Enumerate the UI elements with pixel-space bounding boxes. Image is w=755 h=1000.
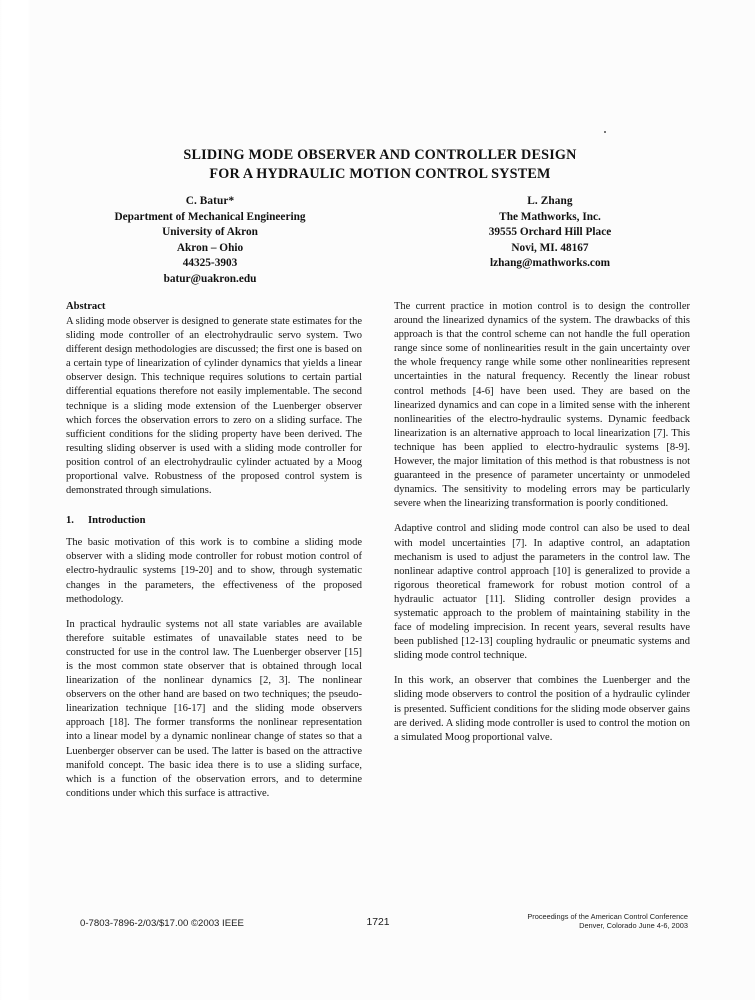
abstract-text: A sliding mode observer is designed to generate state estimates for the sliding mode controller of an electrohydraulic servo system. Two different design methodologies are discussed; the first one is based on a certain type of linearization of cylinder dynamics that yields a linear observer design. This technique requires solutions to certain partial differential equations therefore not easily implementable. The second technique is a sliding mode extension of the Luenberger observer which forces the observation errors to zero on a sliding surface. The sufficient conditions for the sliding property have been derived. The resulting sliding observer is used with a sliding mode controller for position control of an electrohydraulic cylinder actuated by a Moog proportional valve. Robustness of the proposed control system is demonstrated through simulations. bbox=[66, 316, 362, 497]
section-title: Introduction bbox=[88, 515, 146, 527]
author-first bbox=[60, 194, 360, 287]
title-line-2: FOR A HYDRAULIC MOTION CONTROL SYSTEM bbox=[209, 166, 551, 182]
author-first-affiliation: Department of Mechanical Engineering bbox=[114, 210, 306, 223]
author-first-email: batur@uakron.edu bbox=[163, 272, 257, 285]
intro-paragraph-2: In practical hydraulic systems not all state variables are available therefore suitable estimates of unavailable states need to be constructed for use in the control law. The Luenberger observer [15] is the most common state observer that is obtained through local linearization of the nonlinear dynamics [2, 3]. The nonlinear observers on the other hand are based on two techniques; the pseudo-linearization technique [16-17] and the sliding mode observers approach [18]. The former transforms the nonlinear representation into a linear model by a dynamic nonlinear change of states so that a Luenberger observer can be used. The latter is based on the attractive manifold concept. The basic idea there is to use a sliding surface, which is a function of the observation errors, and to determine conditions under which this surface is attractive. bbox=[66, 618, 362, 799]
conference-info bbox=[527, 912, 688, 931]
conference-location-date: Denver, Colorado June 4-6, 2003 bbox=[579, 921, 688, 931]
author-first-institution: University of Akron bbox=[162, 226, 258, 238]
author-second-email: lzhang@mathworks.com bbox=[489, 257, 611, 269]
left-column bbox=[66, 300, 362, 812]
paper-title bbox=[60, 146, 700, 184]
section-heading-introduction bbox=[66, 514, 362, 528]
right-paragraph-2: Adaptive control and sliding mode control can also be used to deal with model uncertainties [7]. In adaptive control, an adaptation mechanism is used to adjust the parameters in the control law. The nonlinear adaptive control approach [10] is generalized to provide a rigorous theoretical framework for robust motion control of a hydraulic actuator [11]. Sliding controller design provides a systematic approach to the problem of maintaining stability in the face of modeling imprecision. In recent years, several results have been published [12-13] coupling hydraulic or pneumatic systems and sliding mode control technique. bbox=[394, 523, 690, 662]
page-number: 1721 bbox=[366, 917, 390, 928]
copyright-notice: 0-7803-7896-2/03/$17.00 ©2003 IEEE bbox=[80, 918, 244, 929]
author-second-address: 39555 Orchard Hill Place bbox=[488, 226, 612, 238]
body-columns bbox=[66, 300, 690, 812]
title-line-1: SLIDING MODE OBSERVER AND CONTROLLER DESIGN bbox=[183, 147, 577, 163]
author-second-affiliation: The Mathworks, Inc. bbox=[499, 210, 601, 223]
author-second-city: Novi, MI. 48167 bbox=[511, 241, 589, 254]
abstract-heading: Abstract bbox=[66, 301, 106, 312]
intro-paragraph-1: The basic motivation of this work is to combine a sliding mode observer with a sliding mode controller for robust motion control of electro-hydraulic systems [19-20] and to show, through systematic changes in the parameters, the effectiveness of the proposed methodology. bbox=[66, 537, 362, 605]
conference-name: Proceedings of the American Control Conference bbox=[527, 912, 688, 921]
author-second-name: L. Zhang bbox=[527, 195, 573, 207]
page-footer bbox=[66, 914, 690, 940]
right-paragraph-3: In this work, an observer that combines the Luenberger and the sliding mode observers to control the position of a hydraulic cylinder is presented. Sufficient conditions for the sliding mode observer gains are derived. A sliding mode controller is used to control the motion on a simulated Moog proportional valve. bbox=[394, 675, 690, 743]
scan-artifact-speck bbox=[604, 131, 606, 133]
section-number: 1. bbox=[66, 515, 74, 527]
author-block bbox=[60, 194, 700, 287]
right-paragraph-1: The current practice in motion control is to design the controller around the linearized dynamics of the system. The drawbacks of this approach is that the control scheme can not handle the full operation range since some of nonlinearities result in the gain uncertainty over the whole frequency range while some other nonlinearities represent uncertainties in the natural frequency. Recently the linear robust control methods [4-6] have been used. They are based on the linearized dynamics and can cope in a limited sense with the inherent nonlinearities of the electro-hydraulic systems. Dynamic feedback linearization is an alternative approach to local linearization [7]. This technique has been applied to electro-hydraulic systems [8-9]. However, the major limitation of this method is that robustness is not guaranteed in the presence of parameter uncertainty or unmodeled dynamics. The sensitivity to modeling errors may be particularly severe when the linearizing transformation is poorly conditioned. bbox=[394, 301, 690, 510]
author-second bbox=[400, 194, 700, 287]
author-first-zip: 44325-3903 bbox=[182, 257, 238, 269]
author-first-city: Akron – Ohio bbox=[176, 241, 244, 254]
right-column bbox=[394, 300, 690, 812]
author-first-name: C. Batur* bbox=[185, 195, 235, 207]
